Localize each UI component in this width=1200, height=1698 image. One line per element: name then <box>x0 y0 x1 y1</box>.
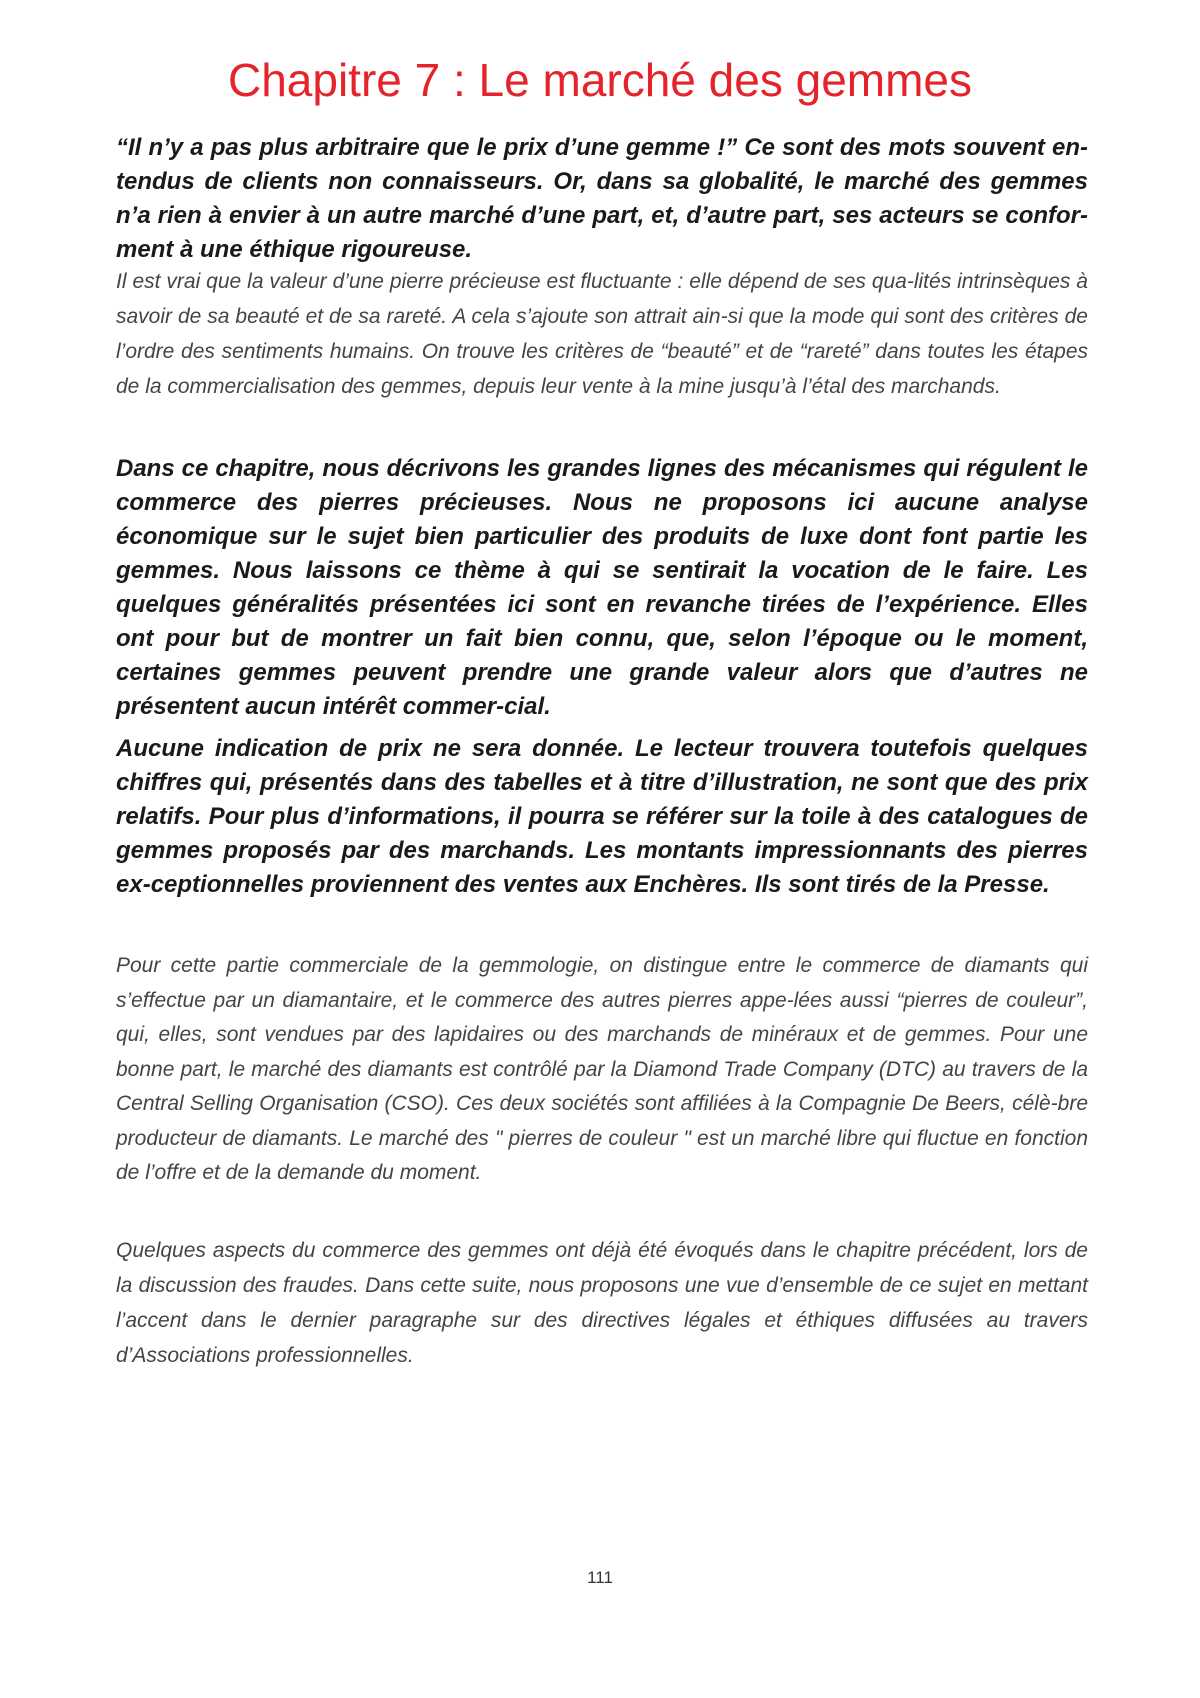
value-fluctuation-paragraph: Il est vrai que la valeur d’une pierre précieuse est fluctuante : elle dépend de ses qua-lités intrinsèques à savoir de sa beauté et de sa rareté. A cela s’ajoute son attrait ain-si que la mode qui sont des critères de l’ordre des sentiments humains. On trouve les critères de “beauté” et de “rareté” dans toutes les étapes de la commercialisation des gemmes, depuis leur vente à la mine jusqu’à l’étal des marchands. <box>116 270 1088 398</box>
chapter-title: Chapitre 7 : Le marché des gemmes <box>227 54 973 106</box>
intro-quote-paragraph: “Il n’y a pas plus arbitraire que le prix d’une gemme !” Ce sont des mots souvent en-tendus de clients non connaisseurs. Or, dans sa globalité, le marché des gemmes n’a rien à envier à un autre marché d’une part, et, d’autre part, ses acteurs se confor-ment à une éthique rigoureuse. <box>116 134 1088 263</box>
page-number: 111 <box>587 1568 613 1587</box>
chapter-scope-paragraph: Dans ce chapitre, nous décrivons les grandes lignes des mécanismes qui régulent le commerce des pierres précieuses. Nous ne proposons ici aucune analyse économique sur le sujet bien particulier des produits de luxe dont font partie les gemmes. Nous laissons ce thème à qui se sentirait la vocation de le faire. Les quelques généralités présentées ici sont en revanche tirées de l’expérience. Elles ont pour but de montrer un fait bien connu, que, selon l’époque ou le moment, certaines gemmes peuvent prendre une grande valeur alors que d’autres ne présentent aucun intérêt commer-cial. <box>116 455 1088 720</box>
commerce-distinction-paragraph: Pour cette partie commerciale de la gemmologie, on distingue entre le commerce de diamants qui s’effectue par un diamantaire, et le commerce des autres pierres appe-lées aussi “pierres de couleur”, qui, elles, sont vendues par des lapidaires ou des marchands de minéraux et de gemmes. Pour une bonne part, le marché des diamants est contrôlé par la Diamond Trade Company (DTC) au travers de la Central Selling Organisation (CSO). Ces deux sociétés sont affiliées à la Compagnie De Beers, célè-bre producteur de diamants. Le marché des " pierres de couleur " est un marché libre qui fluctue en fonction de l’offre et de la demande du moment. <box>116 954 1088 1184</box>
price-indication-paragraph: Aucune indication de prix ne sera donnée. Le lecteur trouvera toutefois quelques chiffres qui, présentés dans des tabelles et à titre d’illustration, ne sont que des prix relatifs. Pour plus d’informations, il pourra se référer sur la toile à des catalogues de gemmes proposés par des marchands. Les montants impressionnants des pierres ex-ceptionnelles proviennent des ventes aux Enchères. Ils sont tirés de la Presse. <box>116 735 1088 898</box>
overview-paragraph: Quelques aspects du commerce des gemmes ont déjà été évoqués dans le chapitre précédent, lors de la discussion des fraudes. Dans cette suite, nous proposons une vue d’ensemble de ce sujet en mettant l’accent dans le dernier paragraphe sur des directives légales et éthiques diffusées au travers d’Associations professionnelles. <box>116 1239 1088 1367</box>
